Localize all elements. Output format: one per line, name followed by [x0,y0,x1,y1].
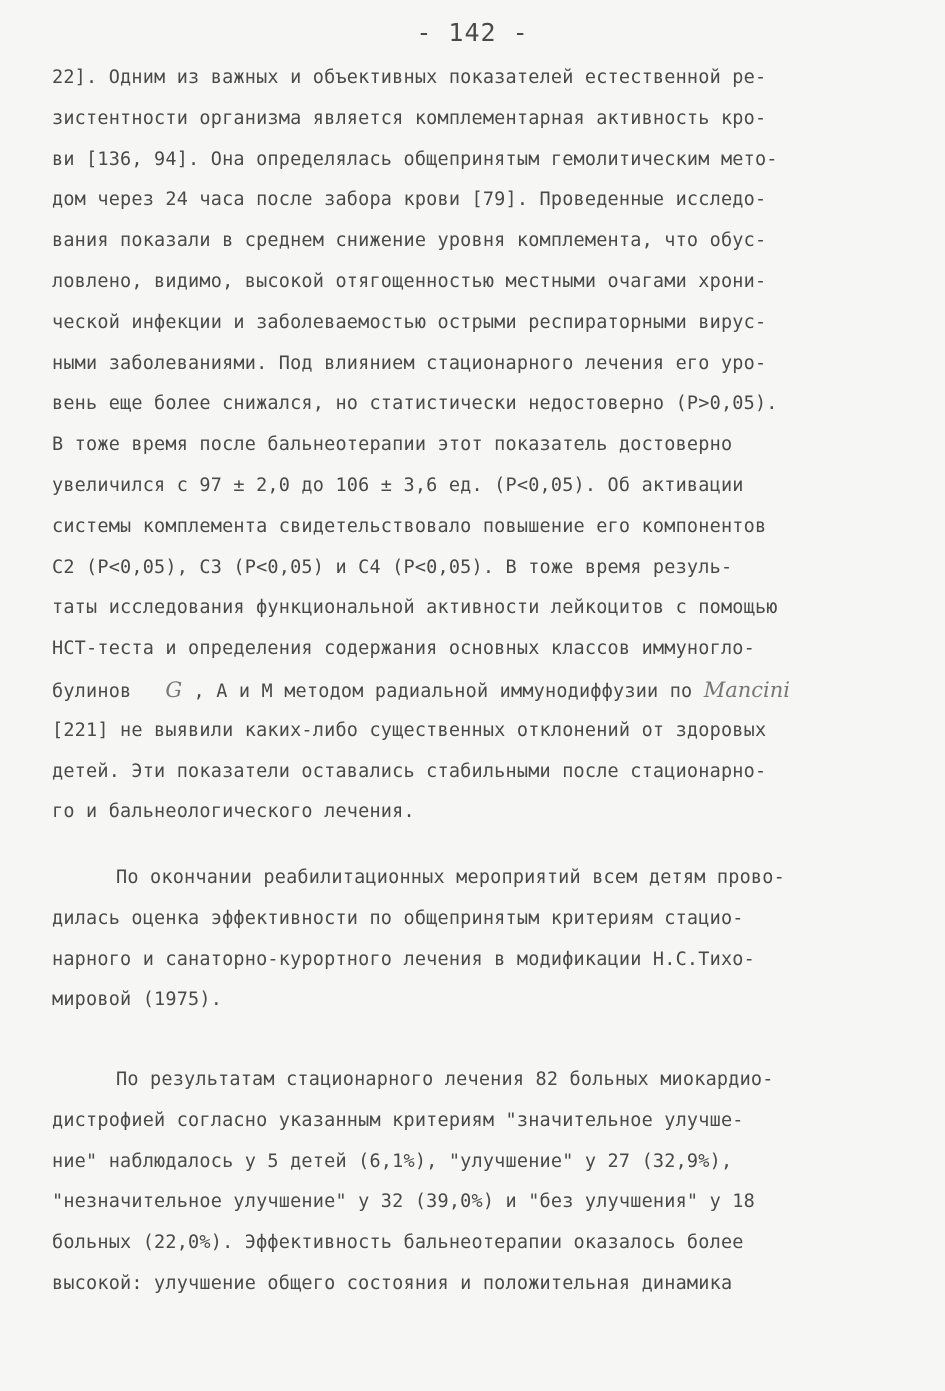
paragraph-complement-activity [52,58,882,833]
text-fragment: булинов [52,680,132,702]
text-line: больных (22,0%). Эффективность бальнеотерапии оказалось более [52,1232,744,1254]
text-line: системы комплемента свидетельствовало повышение его компонентов [52,515,767,537]
text-line: ными заболеваниями. Под влиянием стационарного лечения его уро- [52,352,767,374]
text-line: го и бальнеологического лечения. [52,801,415,823]
text-line: ловлено, видимо, высокой отягощенностью местными очагами хрони- [52,270,767,292]
text-line: таты исследования функциональной активности лейкоцитов с помощью [52,597,778,619]
handwritten-author-name: Mancini [703,677,791,702]
text-line-with-handwriting [52,670,882,711]
text-line: вания показали в среднем снижение уровня комплемента, что обус- [52,230,767,252]
handwritten-immunoglobulin-class: G [165,677,183,702]
text-line: По окончании реабилитационных мероприятий всем детям прово- [116,867,785,888]
text-line: НСТ-теста и определения содержания основных классов иммуногло- [52,638,755,660]
text-line: ви [136, 94]. Она определялась общепринятым гемолитическим мето- [52,148,778,170]
text-line: увеличился с 97 ± 2,0 до 106 ± 3,6 ед. (P<0,05). Об активации [52,474,744,496]
text-line: [221] не выявили каких-либо существенных отклонений от здоровых [52,719,767,741]
text-line: вень еще более снижался, но статистически недостоверно (P>0,05). [52,393,778,415]
text-line: высокой: улучшение общего состояния и положительная динамика [52,1272,733,1294]
page-number: - 142 - [416,18,529,47]
paragraph-evaluation-criteria [52,858,882,1021]
text-line: 22]. Одним из важных и объективных показателей естественной ре- [52,67,767,88]
text-line: В тоже время после бальнеотерапии этот показатель достоверно [52,434,733,456]
text-line: детей. Эти показатели оставались стабильными после стационарно- [52,760,767,782]
text-line: зистентности организма является комплементарная активность кро- [52,107,767,129]
text-line: нарного и санаторно-курортного лечения в модификации Н.С.Тихо- [52,948,755,970]
text-line: дилась оценка эффективности по общепринятым критериям стацио- [52,907,744,929]
text-line: мировой (1975). [52,989,223,1011]
text-line: дистрофией согласно указанным критериям "значительное улучше- [52,1109,744,1131]
text-line: ческой инфекции и заболеваемостью острыми респираторными вирус- [52,311,767,333]
text-line: "незначительное улучшение" у 32 (39,0%) и "без улучшения" у 18 [52,1191,755,1213]
text-line: ние" наблюдалось у 5 детей (6,1%), "улучшение" у 27 (32,9%), [52,1150,733,1172]
text-fragment: , А и М методом радиальной иммунодиффузии по [193,680,693,702]
text-line: С2 (P<0,05), С3 (P<0,05) и С4 (P<0,05). В тоже время резуль- [52,556,733,578]
text-line: дом через 24 часа после забора крови [79]. Проведенные исследо- [52,189,767,211]
paragraph-treatment-results [52,1060,882,1305]
text-line: По результатам стационарного лечения 82 больных миокардио- [116,1069,774,1090]
